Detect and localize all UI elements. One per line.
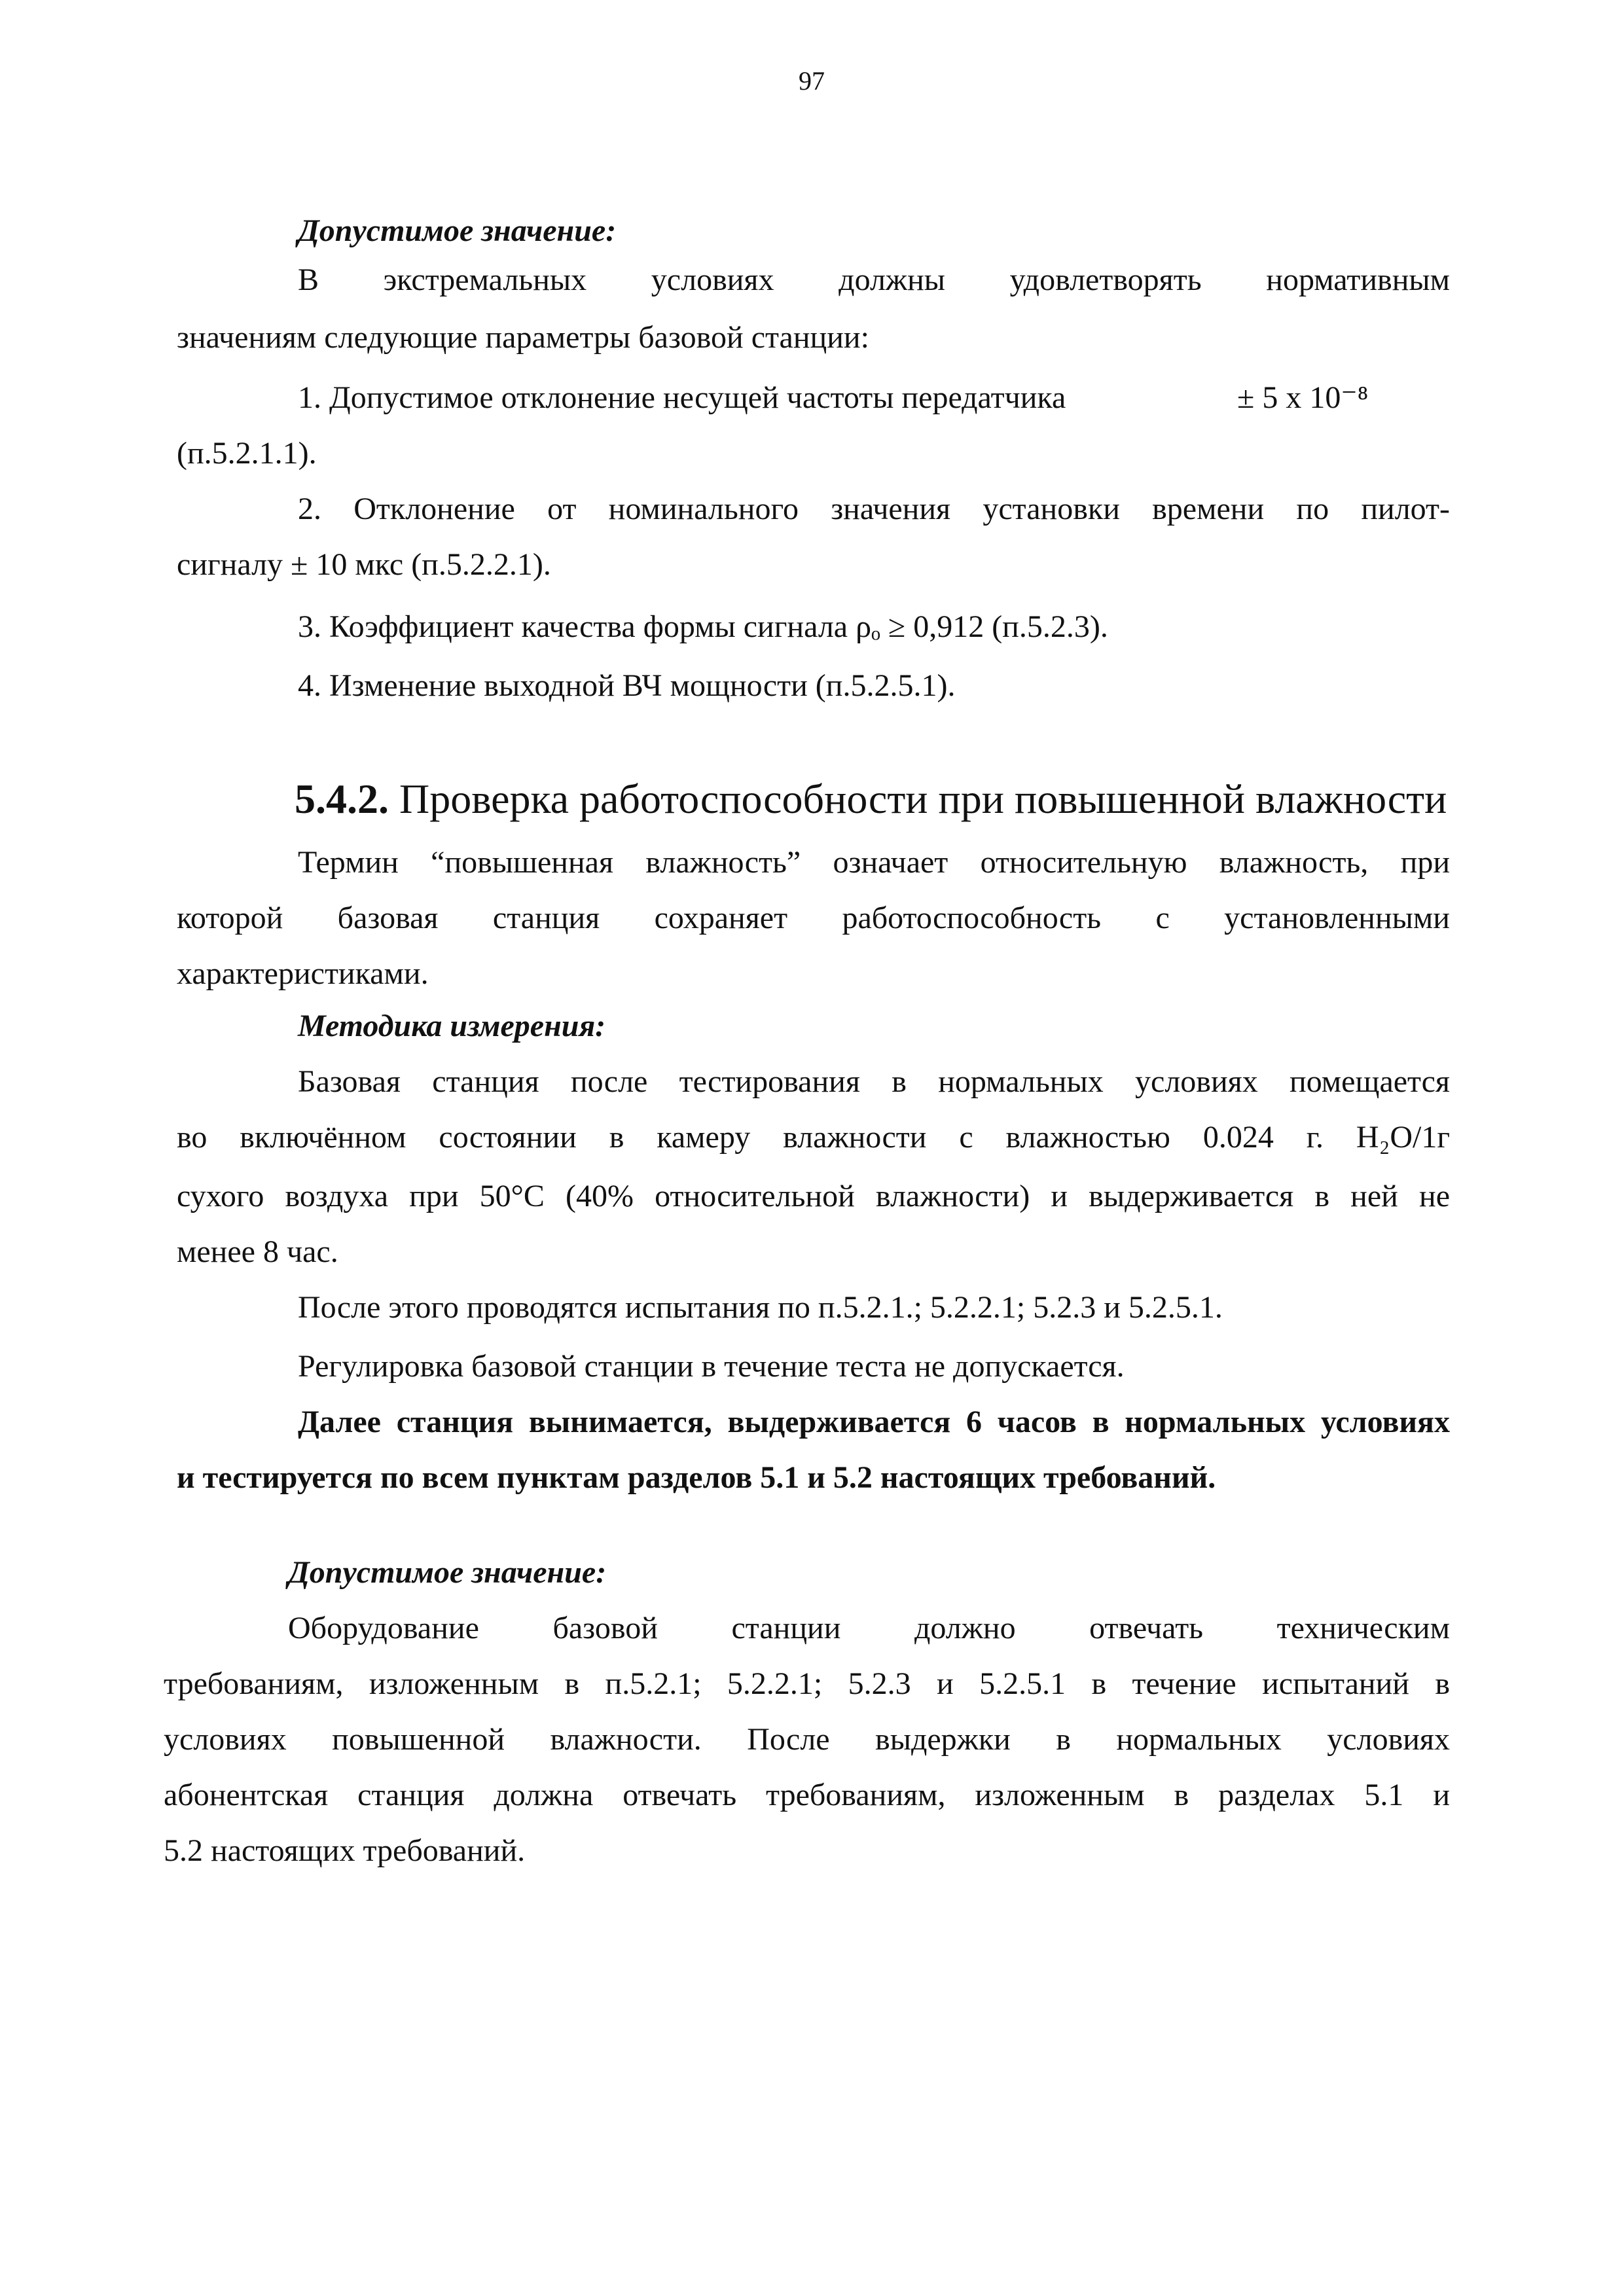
section-heading-text: Проверка работоспособности при повышенной влажности	[399, 776, 1447, 822]
conclusion-line-2: требованиям, изложенным в п.5.2.1; 5.2.2.1; 5.2.3 и 5.2.5.1 в течение испытаний в	[164, 1666, 1450, 1701]
method-line-1: Базовая станция после тестирования в нормальных условиях помещается	[298, 1064, 1450, 1099]
method-line-4: менее 8 час.	[177, 1234, 338, 1269]
term-line-3: характеристиками.	[177, 956, 429, 991]
method-label: Методика измерения:	[298, 1009, 606, 1043]
item-1-text: 1. Допустимое отклонение несущей частоты передатчика	[298, 380, 1066, 415]
after-test-line-1: Далее станция вынимается, выдерживается 6 часов в нормальных условиях	[298, 1405, 1450, 1439]
adjustment-line: Регулировка базовой станции в течение теста не допускается.	[298, 1349, 1125, 1384]
permissible-value-label-2: Допустимое значение:	[288, 1555, 607, 1590]
conclusion-line-1: Оборудование базовой станции должно отвечать техническим	[288, 1611, 1450, 1645]
after-test-line-2: и тестируется по всем пунктам разделов 5.1 и 5.2 настоящих требований.	[177, 1460, 1216, 1495]
section-heading-number: 5.4.2.	[295, 776, 389, 822]
item-2-line-2: сигналу ± 10 мкс (п.5.2.2.1).	[177, 547, 551, 582]
conclusion-line-3: условиях повышенной влажности. После выдержки в нормальных условиях	[164, 1722, 1450, 1757]
page-number: 97	[799, 66, 825, 96]
intro-line-1: В экстремальных условиях должны удовлетворять нормативным	[298, 262, 1450, 297]
item-2-line-1: 2. Отклонение от номинального значения установки времени по пилот-	[298, 492, 1450, 526]
term-line-2: которой базовая станция сохраняет работоспособность с установленными	[177, 901, 1450, 935]
method-line-3: сухого воздуха при 50°С (40% относительной влажности) и выдерживается в ней не	[177, 1179, 1450, 1213]
tests-line: После этого проводятся испытания по п.5.2.1.; 5.2.2.1; 5.2.3 и 5.2.5.1.	[298, 1290, 1223, 1325]
term-line-1: Термин “повышенная влажность” означает относительную влажность, при	[298, 845, 1450, 880]
intro-line-2: значениям следующие параметры базовой станции:	[177, 320, 869, 355]
conclusion-line-4: абонентская станция должна отвечать требованиям, изложенным в разделах 5.1 и	[164, 1778, 1450, 1812]
item-4: 4. Изменение выходной ВЧ мощности (п.5.2.5.1).	[298, 668, 956, 703]
permissible-value-label-1: Допустимое значение:	[298, 213, 617, 248]
item-1-reference: (п.5.2.1.1).	[177, 436, 317, 471]
item-1-value: ± 5 х 10⁻⁸	[1237, 380, 1369, 415]
method-line-2: во включённом состоянии в камеру влажности с влажностью 0.024 г. H₂O/1г	[177, 1120, 1450, 1155]
conclusion-line-5: 5.2 настоящих требований.	[164, 1833, 526, 1868]
section-heading	[295, 776, 1447, 823]
item-3: 3. Коэффициент качества формы сигнала ρₒ ≥ 0,912 (п.5.2.3).	[298, 609, 1108, 644]
